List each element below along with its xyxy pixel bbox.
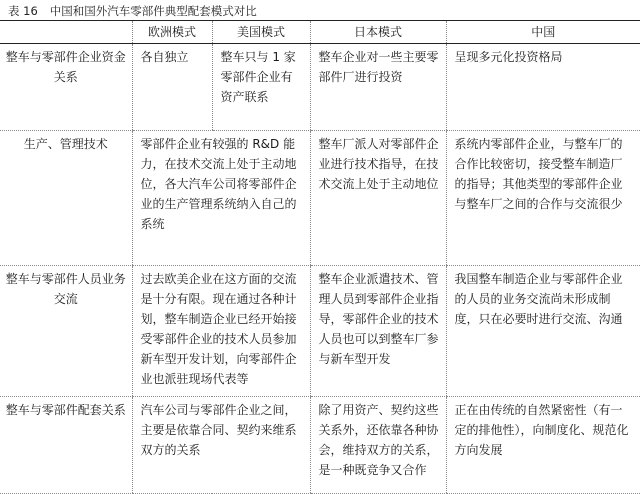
cell-china: 呈现多元化投资格局 xyxy=(446,44,640,131)
table-row xyxy=(0,131,640,266)
row-label: 整车与零部件人员业务交流 xyxy=(0,266,132,397)
header-japan: 日本模式 xyxy=(310,21,446,44)
table-number: 表 16 xyxy=(8,4,38,18)
cell-europe: 各自独立 xyxy=(132,44,212,131)
cell-europe-usa: 过去欧美企业在这方面的交流是十分有限。现在通过各种计划，整车制造企业已经开始接受零部件企业的技术人员参加新车型开发计划，向零部件企业也派驻现场代表等 xyxy=(132,266,310,397)
row-label: 生产、管理技术 xyxy=(0,131,132,266)
comparison-table xyxy=(0,20,640,494)
header-row xyxy=(0,21,640,44)
header-china: 中国 xyxy=(446,21,640,44)
cell-usa: 整车只与 1 家零部件企业有资产联系 xyxy=(212,44,310,131)
table-caption xyxy=(8,2,257,20)
table-row xyxy=(0,266,640,397)
cell-china: 系统内零部件企业，与整车厂的合作比较密切，接受整车制造厂的指导；其他类型的零部件企业与整车厂之间的合作与交流很少 xyxy=(446,131,640,266)
cell-europe-usa: 零部件企业有较强的 R&D 能力，在技术交流上处于主动地位，各大汽车公司将零部件企业的生产管理系统纳入自己的系统 xyxy=(132,131,310,266)
cell-europe-usa: 汽车公司与零部件企业之间，主要是依靠合同、契约来维系双方的关系 xyxy=(132,397,310,494)
cell-japan: 除了用资产、契约这些关系外，还依靠各种协会，维持双方的关系，是一种既竞争又合作 xyxy=(310,397,446,494)
comparison-table-container xyxy=(0,20,629,477)
cell-japan: 整车厂派人对零部件企业进行技术指导，在技术交流上处于主动地位 xyxy=(310,131,446,266)
table-title: 中国和国外汽车零部件典型配套模式对比 xyxy=(49,4,257,18)
cell-japan: 整车企业对一些主要零部件厂进行投资 xyxy=(310,44,446,131)
table-row xyxy=(0,397,640,494)
row-label: 整车与零部件配套关系 xyxy=(0,397,132,494)
cell-japan: 整车企业派遣技术、管理人员到零部件企业指导，零部件企业的技术人员也可以到整车厂参与新车型开发 xyxy=(310,266,446,397)
header-europe: 欧洲模式 xyxy=(132,21,212,44)
cell-china: 正在由传统的自然紧密性（有一定的排他性），向制度化、规范化方向发展 xyxy=(446,397,640,494)
header-usa: 美国模式 xyxy=(212,21,310,44)
row-label: 整车与零部件企业资金关系 xyxy=(0,44,132,131)
header-corner xyxy=(0,21,132,44)
table-row xyxy=(0,44,640,131)
cell-china: 我国整车制造企业与零部件企业的人员的业务交流尚未形成制度，只在必要时进行交流、沟通 xyxy=(446,266,640,397)
